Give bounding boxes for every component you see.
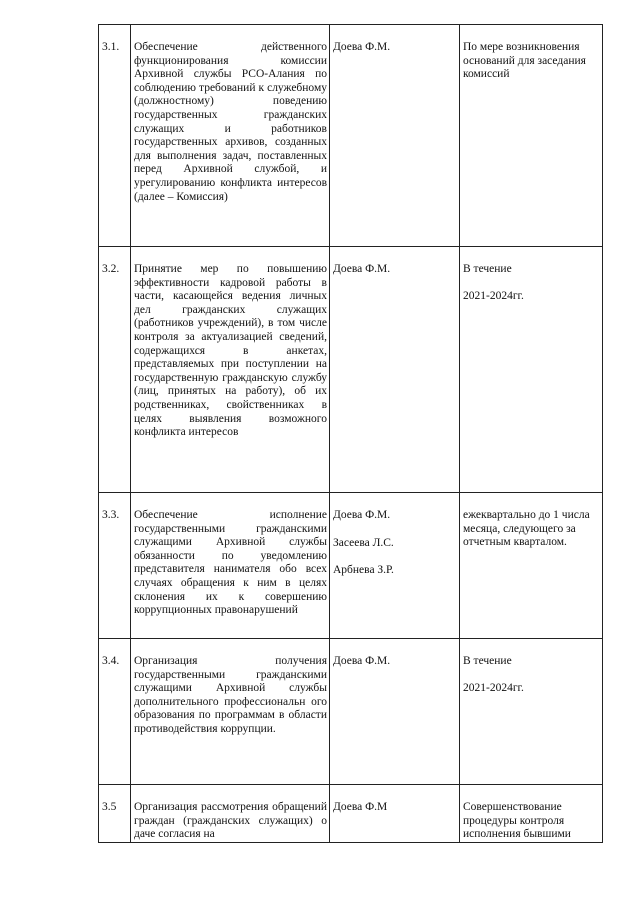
item-responsible [330, 639, 460, 785]
responsible-person: Доева Ф.М [333, 801, 388, 813]
anticorruption-plan-table [98, 24, 603, 843]
responsible-person: Доева Ф.М. [333, 41, 391, 53]
responsible-person: Доева Ф.М. [333, 509, 391, 521]
item-number: 3.3. [99, 493, 131, 639]
item-description: Обеспечение исполнение государственными гражданскими служащими Архивной службы обязанности по уведомлению представителя нанимателя обо всех случаях обращения к ним в целях склонения их к совершению коррупционных правонарушений [131, 493, 330, 639]
item-description: Обеспечение действенного функционирования комиссии Архивной службы РСО-Алания по соблюдению требований к служебному (должностному) поведению государственных гражданских служащих и работников государственных архивов, созданных для выполнения задач, поставленных перед Архивной службой, и урегулированию конфликта интересов (далее – Комиссия) [131, 25, 330, 247]
item-responsible [330, 493, 460, 639]
term-text: ежеквартально до 1 числа месяца, следующего за отчетным кварталом. [463, 509, 590, 549]
item-term [460, 493, 603, 639]
responsible-person: Арбнева З.Р. [333, 564, 394, 577]
item-number: 3.1. [99, 25, 131, 247]
item-responsible [330, 785, 460, 843]
item-number: 3.4. [99, 639, 131, 785]
item-term [460, 25, 603, 247]
term-text: В течение [463, 655, 512, 667]
item-term [460, 785, 603, 843]
term-text: В течение [463, 263, 512, 275]
item-description: Организация рассмотрения обращений граждан (гражданских служащих) о даче согласия на [131, 785, 330, 843]
table-row [99, 639, 603, 785]
item-description: Организация получения государственными гражданскими служащими Архивной службы дополнительного профессиональн ого образования по программам в области противодействия коррупции. [131, 639, 330, 785]
table-row [99, 493, 603, 639]
responsible-person: Доева Ф.М. [333, 655, 391, 667]
responsible-person: Засеева Л.С. [333, 536, 394, 549]
item-number: 3.5 [99, 785, 131, 843]
term-text: Совершенствование процедуры контроля исполнения бывшими [463, 801, 571, 841]
item-responsible [330, 247, 460, 493]
item-term [460, 639, 603, 785]
responsible-person: Доева Ф.М. [333, 263, 391, 275]
item-description: Принятие мер по повышению эффективности кадровой работы в части, касающейся ведения личных дел гражданских служащих (работников учреждений), в том числе контроля за актуализацией сведений, содержащихся в анкетах, представляемых при поступлении на государственную гражданскую службу (лиц, принятых на работу), об их родственниках, свойственниках в целях выявления возможного конфликта интересов [131, 247, 330, 493]
term-text: По мере возникновения оснований для заседания комиссий [463, 41, 586, 81]
item-responsible [330, 25, 460, 247]
item-term [460, 247, 603, 493]
item-number: 3.2. [99, 247, 131, 493]
table-row [99, 247, 603, 493]
term-period: 2021-2024гг. [463, 681, 524, 694]
table-row [99, 785, 603, 843]
term-period: 2021-2024гг. [463, 289, 524, 302]
table-row [99, 25, 603, 247]
